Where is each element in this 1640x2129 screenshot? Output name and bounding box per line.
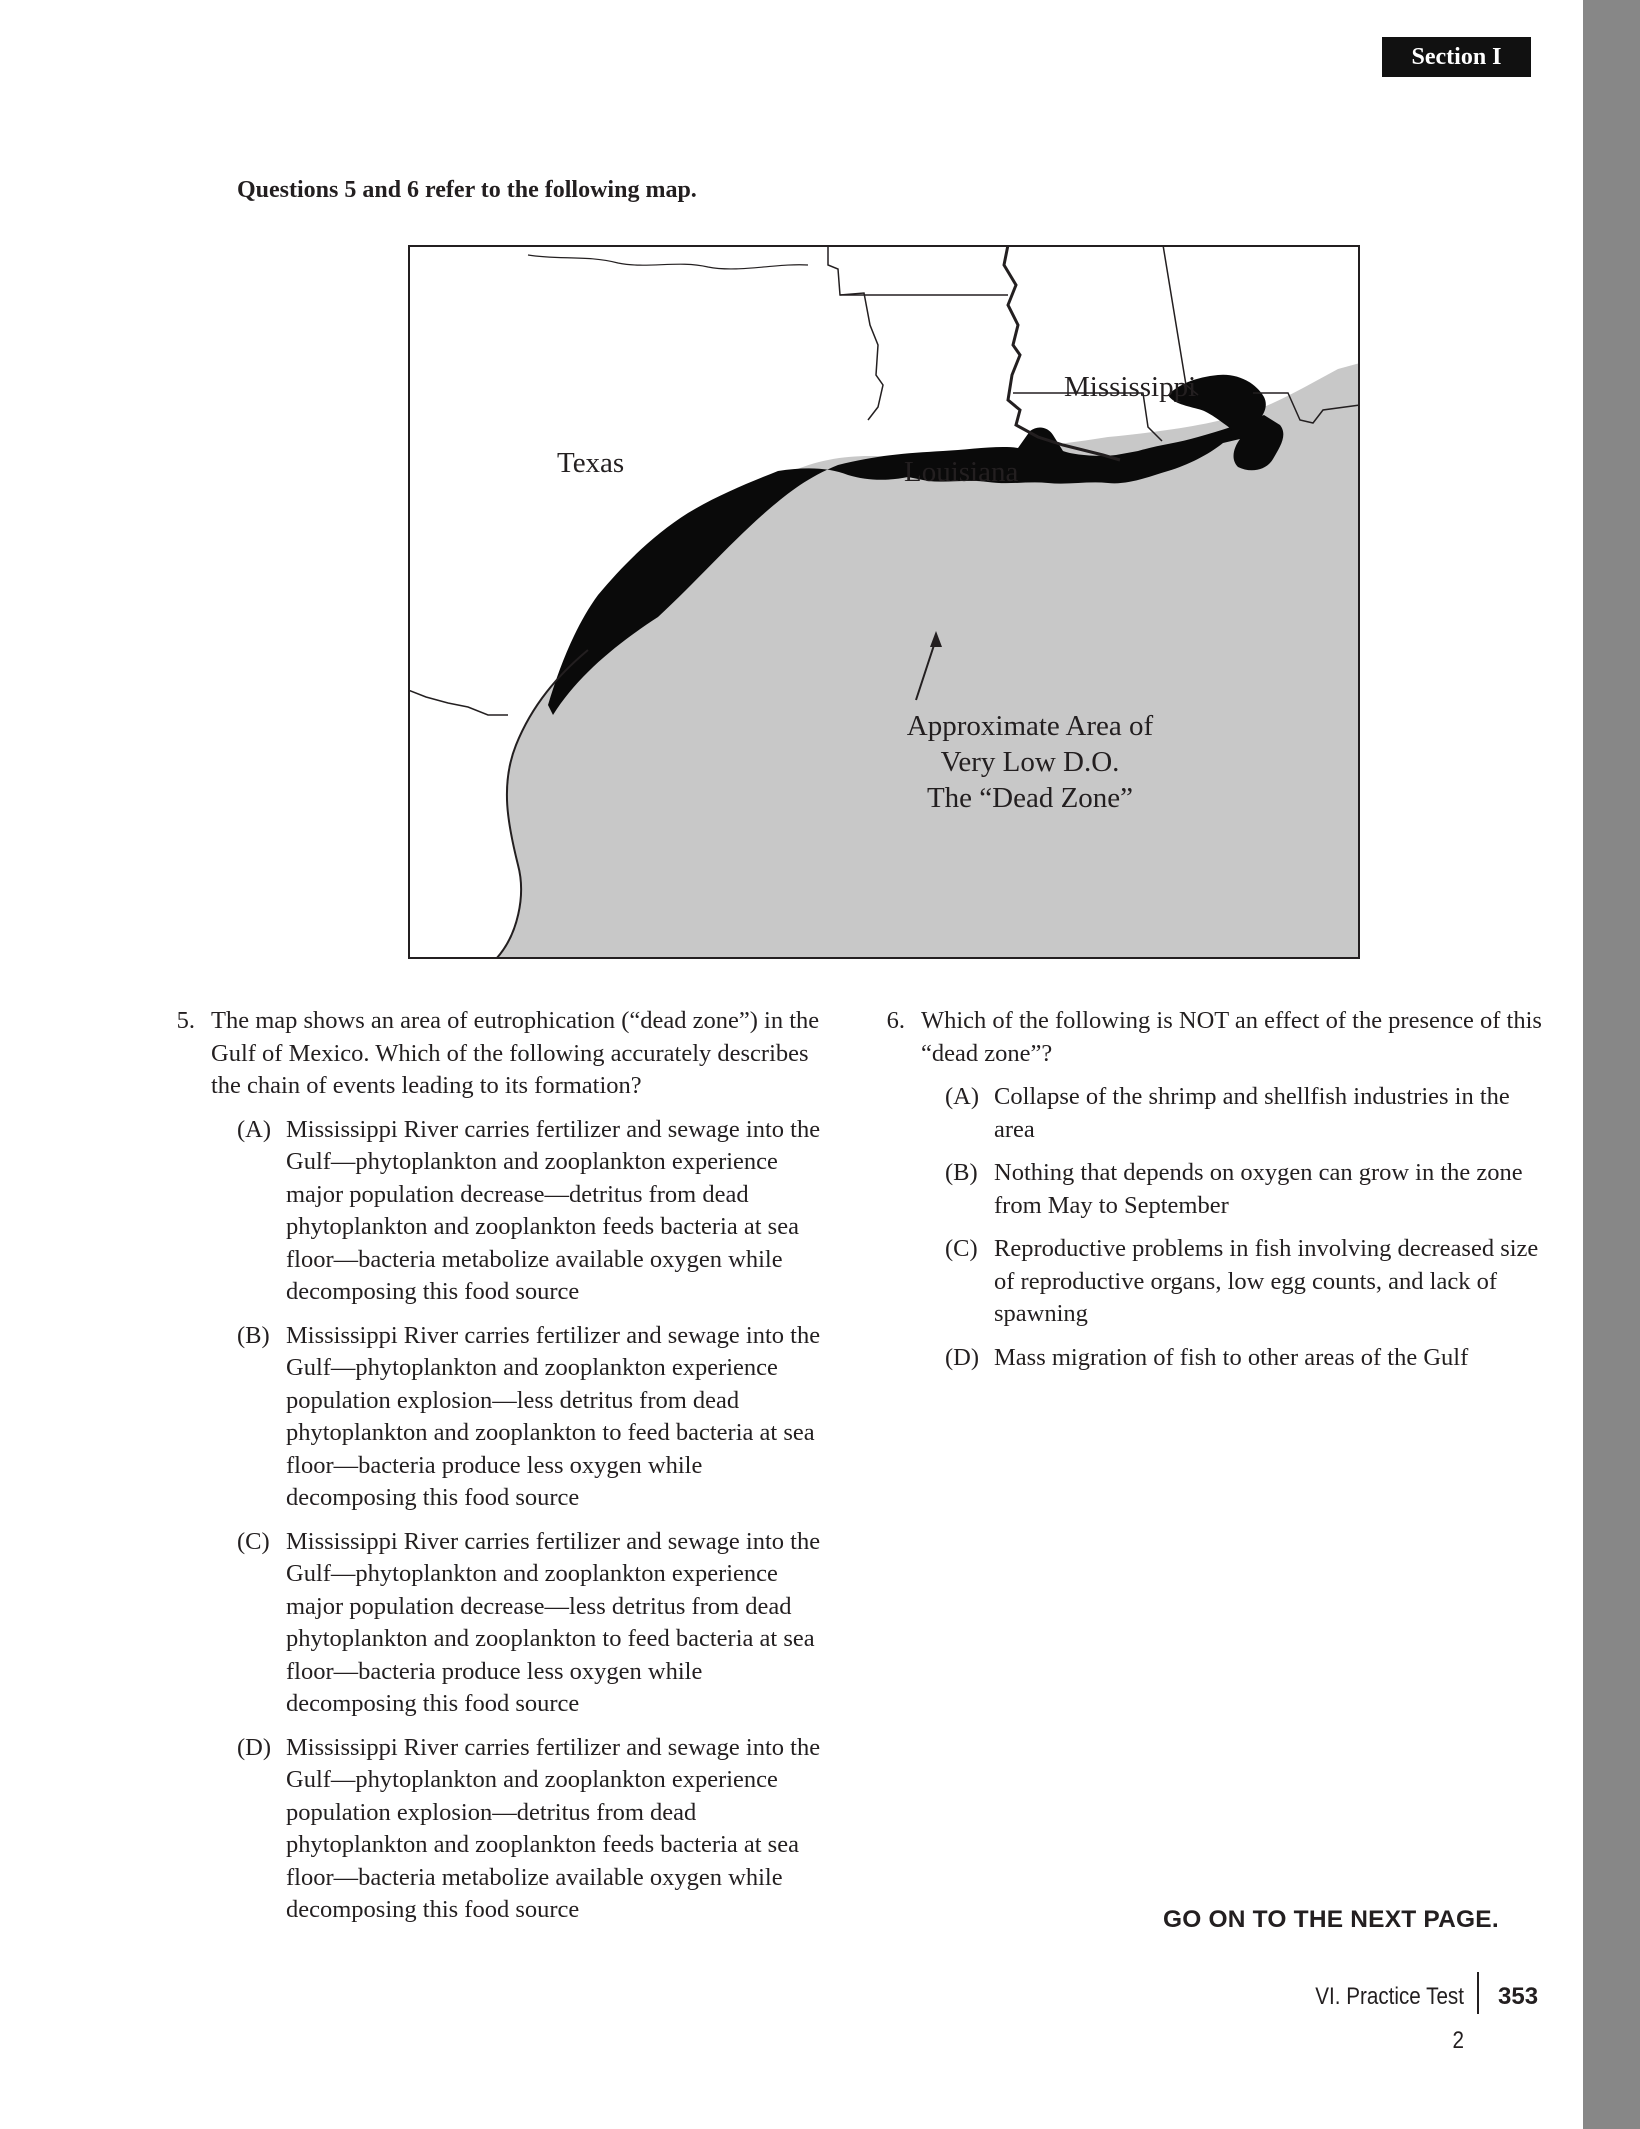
choice-d[interactable]: [945, 1342, 1545, 1375]
footer-divider: [1477, 1972, 1479, 2014]
go-on-next-page: GO ON TO THE NEXT PAGE.: [1163, 1906, 1499, 1933]
question-text: Which of the following is NOT an effect of the presence of this “dead zone”?: [921, 1007, 1542, 1067]
section-badge: Section I: [1382, 37, 1531, 77]
map-label-texas: Texas: [557, 447, 625, 479]
question-stem: [155, 1005, 835, 1103]
answer-choices: [945, 1081, 1545, 1374]
choice-letter: (A): [237, 1115, 272, 1143]
choice-d[interactable]: [237, 1732, 835, 1927]
map-label-louisiana: Louisiana: [904, 456, 1019, 488]
gulf-dead-zone-map: [408, 245, 1360, 959]
choice-text: Mass migration of fish to other areas of the Gulf: [994, 1343, 1469, 1371]
choice-c[interactable]: [945, 1233, 1545, 1331]
question-text: The map shows an area of eutrophication (“dead zone”) in the Gulf of Mexico. Which of the following accurately describes the chain of events leading to its formation?: [211, 1007, 820, 1099]
choice-letter: (D): [945, 1343, 980, 1371]
map-caption: [880, 708, 1180, 816]
choice-c[interactable]: [237, 1526, 835, 1721]
choice-letter: (A): [945, 1083, 980, 1110]
answer-choices: [237, 1114, 835, 1927]
caption-line: Very Low D.O.: [940, 746, 1120, 778]
question-stem: [865, 1005, 1545, 1070]
caption-line: Approximate Area of: [906, 710, 1154, 742]
choice-text: Mississippi River carries fertilizer and sewage into the Gulf—phytoplankton and zooplankton experience major population decrease—detritus from dead phytoplankton and zooplankton feeds bacteria at sea floor—bacteria metabolize available oxygen while decomposing this food source: [286, 1115, 821, 1305]
choice-text: Mississippi River carries fertilizer and sewage into the Gulf—phytoplankton and zooplankton experience major population decrease—less detritus from dead phytoplankton and zooplankton to feed bacteria at sea floor—bacteria produce less oxygen while decomposing this food source: [286, 1527, 821, 1717]
questions-intro: Questions 5 and 6 refer to the following map.: [237, 177, 697, 203]
choice-letter: (B): [945, 1159, 978, 1186]
question-6: [865, 1005, 1545, 1374]
question-5: [155, 1005, 835, 1927]
choice-text: Collapse of the shrimp and shellfish industries in the area: [994, 1083, 1510, 1143]
page-edge-tab: [1583, 0, 1640, 2129]
choice-a[interactable]: [945, 1081, 1545, 1146]
choice-letter: (B): [237, 1321, 270, 1349]
choice-letter: (C): [237, 1527, 270, 1555]
question-number: 5.: [176, 1007, 195, 1034]
choice-letter: (C): [945, 1235, 978, 1262]
choice-b[interactable]: [945, 1157, 1545, 1222]
page-number: 353: [1498, 1983, 1539, 2010]
choice-a[interactable]: [237, 1114, 835, 1309]
choice-text: Reproductive problems in fish involving decreased size of reproductive organs, low egg counts, and lack of spawning: [994, 1235, 1539, 1327]
map-label-mississippi: Mississippi: [1064, 371, 1197, 403]
choice-text: Nothing that depends on oxygen can grow in the zone from May to September: [994, 1159, 1523, 1219]
choice-text: Mississippi River carries fertilizer and sewage into the Gulf—phytoplankton and zooplankton experience population explosion—less detritus from dead phytoplankton and zooplankton to feed bacteria at sea floor—bacteria produce less oxygen while decomposing this food source: [286, 1321, 821, 1511]
map-graphic: [408, 245, 1360, 959]
choice-b[interactable]: [237, 1320, 835, 1515]
choice-text: Mississippi River carries fertilizer and sewage into the Gulf—phytoplankton and zooplankton experience population explosion—detritus from dead phytoplankton and zooplankton feeds bacteria at sea floor—bacteria metabolize available oxygen while decomposing this food source: [286, 1733, 821, 1923]
question-number: 6.: [886, 1007, 905, 1034]
footer-title: VI. Practice Test 2: [1315, 1983, 1464, 2054]
choice-letter: (D): [237, 1733, 272, 1761]
caption-line: The “Dead Zone”: [926, 782, 1134, 814]
